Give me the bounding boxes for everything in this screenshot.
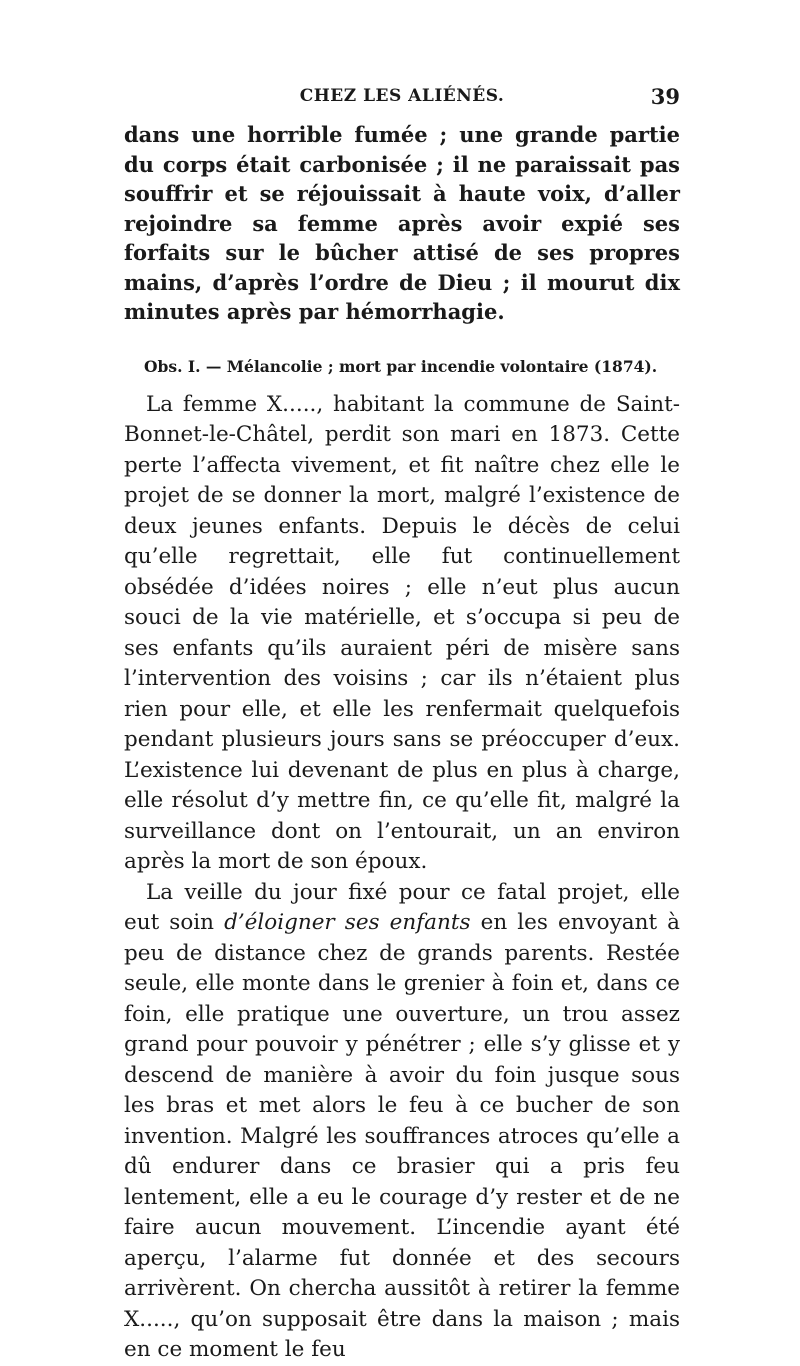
paragraph-2-rest: en les envoyant à peu de distance chez de grands parents. Restée seule, elle monte dans le grenier à foin et, dans ce foin, elle pratique une ouverture, un trou assez grand pour pouvoir y pénétrer ; elle s’y glisse et y descend de manière à avoir du foin jusque sous les bras et met alors le feu à ce bucher de son invention. Malgré les souffrances atroces qu’elle a dû endurer dans ce brasier qui a pris feu lentement, elle a eu le courage d’y rester et de ne faire aucun mouvement. L’incendie ayant été aperçu, l’alarme fut donnée et des secours arrivèrent. On chercha aussitôt à retirer la femme X....., qu’on supposait être dans la maison ; mais en ce moment le feu — [124, 910, 680, 1362]
page-content — [124, 86, 680, 1366]
continued-paragraph: dans une horrible fumée ; une grande partie du corps était carbonisée ; il ne paraissait pas souffrir et se réjouissait à haute voix, d’aller rejoindre sa femme après avoir expié ses forfaits sur le bûcher attisé de ses propres mains, d’après l’ordre de Dieu ; il mourut dix minutes après par hémorrhagie. — [124, 122, 680, 324]
paragraph-2-start: La veille du jour fixé pour ce fatal projet, elle eut soin — [124, 879, 680, 935]
running-title: CHEZ LES ALIÉNÉS. — [299, 86, 505, 106]
observation-paragraph-1: La femme X....., habitant la commune de Saint-Bonnet-le-Châtel, perdit son mari en 1873. Cette perte l’affecta vivement, et fit naître chez elle le projet de se donner la mort, malgré l’existence de deux jeunes enfants. Depuis le décès de celui qu’elle regrettait, elle fut continuellement obsédée d’idées noires ; elle n’eut plus aucun souci de la vie matérielle, et s’occupa si peu de ses enfants qu’ils auraient péri de misère sans l’intervention des voisins ; car ils n’étaient plus rien pour elle, et elle les renfermait quelquefois pendant plusieurs jours sans se préoccuper d’eux. L’existence lui devenant de plus en plus à charge, elle résolut d’y mettre fin, ce qu’elle fit, malgré la surveillance dont on l’entourait, un an environ après la mort de son époux. — [124, 391, 680, 874]
page-number: 39 — [650, 84, 680, 109]
observation-paragraph-2 — [124, 878, 680, 1366]
observation-heading: Obs. I. — Mélancolie ; mort par incendie volontaire (1874). — [144, 356, 658, 376]
running-header — [124, 86, 680, 120]
italic-phrase: d’éloigner ses enfants — [224, 910, 471, 935]
